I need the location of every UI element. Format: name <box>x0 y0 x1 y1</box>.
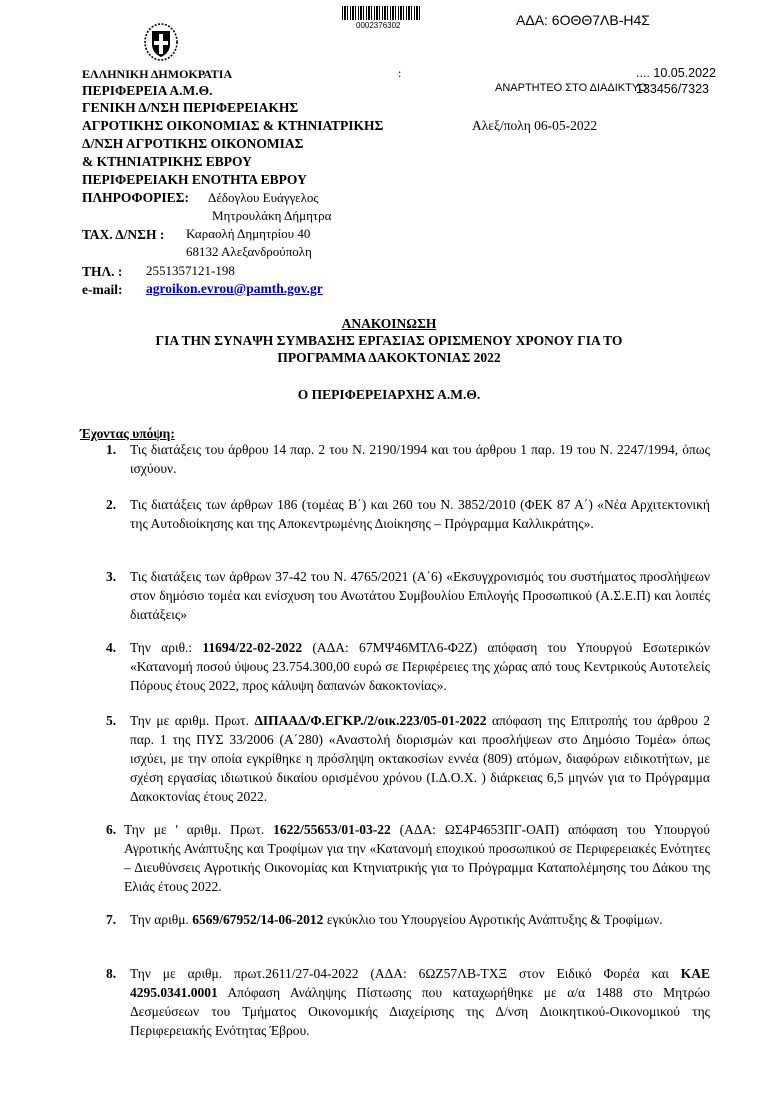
item-number: 6. <box>106 822 117 837</box>
item-number: 1. <box>106 442 117 457</box>
signatory-title: Ο ΠΕΡΙΦΕΡΕΙΑΡΧΗΣ Α.Μ.Θ. <box>297 387 481 402</box>
address-line-2: 68132 Αλεξανδρούπολη <box>186 244 312 259</box>
city-date: Αλεξ/πολη 06-05-2022 <box>472 118 598 133</box>
info-name-1: Δέδογλου Ευάγγελος <box>208 190 319 205</box>
info-name-2: Μητρουλάκη Δήμητρα <box>212 208 332 223</box>
header-republic: ΕΛΛΗΝΙΚΗ ΔΗΜΟΚΡΑΤΙΑ <box>82 67 233 81</box>
header-colon: : <box>398 66 402 80</box>
item-number: 4. <box>106 640 117 655</box>
item-number: 2. <box>106 497 117 512</box>
list-item <box>106 910 710 929</box>
info-label: ΠΛΗΡΟΦΟΡΙΕΣ: <box>82 190 189 205</box>
list-item <box>106 711 710 806</box>
item-text: Την αριθμ. 6569/67952/14-06-2012 εγκύκλιο του Υπουργείου Αγροτικής Ανάπτυξης & Τροφίμων. <box>130 912 663 927</box>
header-regional-unit: ΠΕΡΙΦΕΡΕΙΑΚΗ ΕΝΟΤΗΤΑ ΕΒΡΟΥ <box>82 172 307 187</box>
item-text: Την με αριθμ. πρωτ.2611/27-04-2022 (ΑΔΑ: 6ΩΖ57ΛΒ-ΤΧΞ στον Ειδικό Φορέα και ΚΑΕ 4295.0341.0001 Απόφαση Ανάληψης Πίστωσης που καταχωρήθηκε με α/α 1488 στο Μητρώο Δεσμεύσεων του Τμήματος Οικονομικής Διαχείρισης της Δ/νση Διοικητικού-Οικονομικού της Περιφερειακής Ενότητας Έβρου. <box>130 966 710 1038</box>
tel-label: ΤΗΛ. : <box>82 264 123 279</box>
item-number: 3. <box>106 569 117 584</box>
address-label: ΤΑΧ. Δ/ΝΣΗ : <box>82 227 165 242</box>
header-veterinary: & ΚΤΗΝΙΑΤΡΙΚΗΣ ΕΒΡΟΥ <box>82 154 252 169</box>
item-text: Την με ' αριθμ. Πρωτ. 1622/55653/01-03-22 (ΑΔΑ: ΩΣ4Ρ4653ΠΓ-ΟΑΠ) απόφαση του Υπουργού Αγροτικής Ανάπτυξης και Τροφίμων για την «Κατανομή εποχικού προσωπικού σε Περιφερειακές Ενότητες – Διευθύνσεις Αγροτικής Οικονομίας και Κτηνιατρικής για το Πρόγραμμα Καταπολέμησης του Δάκου της Ελιάς έτους 2022. <box>124 822 710 894</box>
list-item <box>106 964 710 1040</box>
header-directorate: Δ/ΝΣΗ ΑΓΡΟΤΙΚΗΣ ΟΙΚΟΝΟΜΙΑΣ <box>82 136 304 151</box>
item-text: Τις διατάξεις των άρθρων 186 (τομέας Β΄) και 260 του Ν. 3852/2010 (ΦΕΚ 87 Α΄) «Νέα Αρχιτεκτονική της Αυτοδιοίκησης και της Αποκεντρωμένης Διοίκησης – Πρόγραμμα Καλλικράτης». <box>130 497 710 531</box>
item-text: Την αριθ.: 11694/22-02-2022 (ΑΔΑ: 67ΜΨ46ΜΤΛ6-Φ2Ζ) απόφαση του Υπουργού Εσωτερικών «Κατανομή ποσού ύψους 23.754.300,00 ευρώ σε Περιφέρειες της χώρας από τους Κεντρικούς Αυτοτελείς Πόρους έτους 2022, προς κάλυψη δαπανών δακοκτονίας». <box>130 640 710 693</box>
posted-online-label: ΑΝΑΡΤΗΤΕΟ ΣΤΟ ΔΙΑΔΙΚΤΥΟ <box>495 82 648 94</box>
greek-emblem-icon <box>143 22 179 62</box>
barcode-number: 0002376302 <box>356 21 401 30</box>
list-item <box>106 567 710 624</box>
list-item <box>106 440 710 478</box>
header-general-directorate: ΓΕΝΙΚΗ Δ/ΝΣΗ ΠΕΡΙΦΕΡΕΙΑΚΗΣ <box>82 100 299 115</box>
item-number: 5. <box>106 713 117 728</box>
item-number: 8. <box>106 966 117 981</box>
title-line-1: ΓΙΑ ΤΗΝ ΣΥΝΑΨΗ ΣΥΜΒΑΣΗΣ ΕΡΓΑΣΙΑΣ ΟΡΙΣΜΕΝΟΥ ΧΡΟΝΟΥ ΓΙΑ ΤΟ <box>155 333 623 348</box>
header-region: ΠΕΡΙΦΕΡΕΙΑ Α.Μ.Θ. <box>82 83 213 98</box>
address-line-1: Καραολή Δημητρίου 40 <box>186 226 311 241</box>
item-number: 7. <box>106 912 117 927</box>
barcode <box>342 6 420 20</box>
list-item <box>106 495 710 533</box>
email-label: e-mail: <box>82 282 123 297</box>
ada-code: ΑΔΑ: 6ΟΘΘ7ΛΒ-Η4Σ <box>516 12 650 28</box>
announcement-title: ΑΝΑΚΟΙΝΩΣΗ <box>341 316 437 331</box>
item-text: Τις διατάξεις των άρθρων 37-42 του Ν. 4765/2021 (Α΄6) «Εκσυγχρονισμός του συστήματος προσλήψεων στον δημόσιο τομέα και ενίσχυση του Ανωτάτου Συμβουλίου Επιλογής Προσωπικού (Α.Σ.Ε.Π) και λοιπές διατάξεις» <box>130 569 710 622</box>
protocol-number: 133456/7323 <box>636 82 709 96</box>
list-item <box>106 638 710 695</box>
item-text: Την με αριθμ. Πρωτ. ΔΙΠΑΑΔ/Φ.ΕΓΚΡ./2/οικ.223/05-01-2022 απόφαση της Επιτροπής του άρθρου 2 παρ. 1 της ΠΥΣ 33/2006 (Α΄280) «Αναστολή διορισμών και προσλήψεων στο Δημόσιο Τομέα» όπως ισχύει, με την οποία εγκρίθηκε η πρόσληψη οκτακοσίων εννέα (809) ατόμων, διαφόρων ειδικοτήτων, με σχέση εργασίας ιδιωτικού δικαίου ορισμένου χρόνου (Ι.Δ.Ο.Χ. ) διάρκειας 6,5 μηνών για το Πρόγραμμα Δακοκτονίας έτους 2022. <box>130 713 710 804</box>
date-value: .... 10.05.2022 <box>636 66 716 80</box>
considering-heading: Έχοντας υπόψη: <box>80 426 175 441</box>
item-text: Τις διατάξεις του άρθρου 14 παρ. 2 του Ν. 2190/1994 και του άρθρου 1 παρ. 19 του Ν. 2247/1994, όπως ισχύουν. <box>130 442 710 476</box>
header-agri-economy: ΑΓΡΟΤΙΚΗΣ ΟΙΚΟΝΟΜΙΑΣ & ΚΤΗΝΙΑΤΡΙΚΗΣ <box>82 118 384 133</box>
email-link[interactable]: agroikon.evrou@pamth.gov.gr <box>146 281 323 296</box>
tel-value: 2551357121-198 <box>146 263 235 278</box>
list-item <box>106 820 710 896</box>
title-line-2: ΠΡΟΓΡΑΜΜΑ ΔΑΚΟΚΤΟΝΙΑΣ 2022 <box>277 350 501 365</box>
